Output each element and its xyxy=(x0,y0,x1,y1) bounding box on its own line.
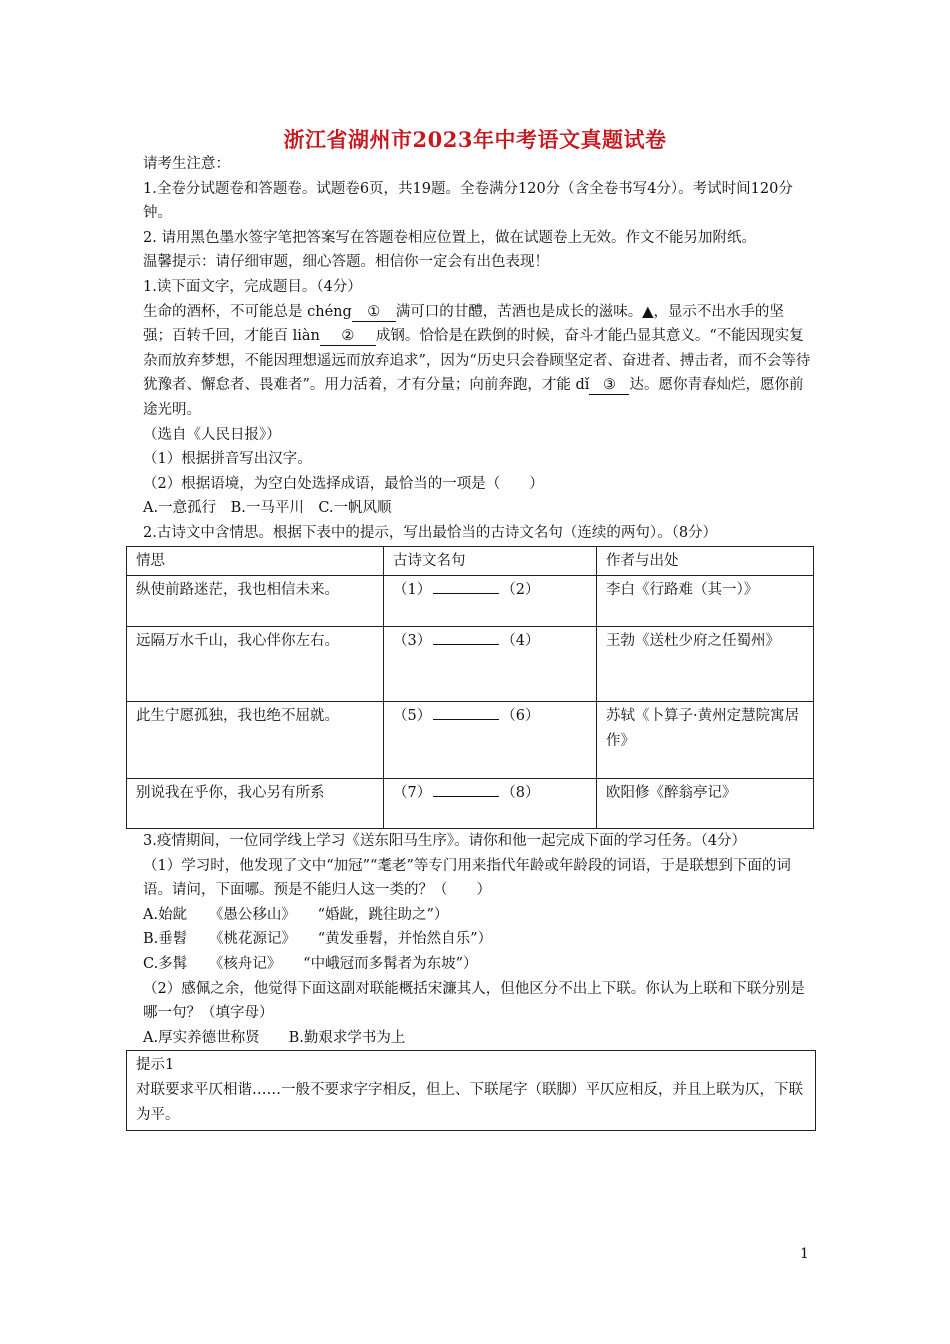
row-source: 李白《行路难（其一）》 xyxy=(597,576,814,627)
table-row xyxy=(127,702,814,779)
q1-passage-c: ，显示不出水手的坚强；百转千回，才能百 liàn xyxy=(143,303,784,345)
row-verse xyxy=(384,702,597,779)
row-source: 王勃《送杜少府之任蜀州》 xyxy=(597,627,814,702)
blank-2: ② xyxy=(320,327,376,346)
verse-label-b: （2） xyxy=(501,582,540,599)
q1-passage-e: 达。愿你青春灿烂，愿你前途光明。 xyxy=(143,377,804,418)
verse-label-a: （3） xyxy=(393,633,432,650)
q3-stem: 3.疫情期间，一位同学线上学习《送东阳马生序》。请你和他一起完成下面的学习任务。（4分） xyxy=(143,833,747,850)
verse-label-b: （6） xyxy=(501,708,540,725)
row-source: 欧阳修《醉翁亭记》 xyxy=(597,779,814,829)
answer-line xyxy=(433,705,499,720)
table-row xyxy=(127,576,814,627)
notice-tip: 温馨提示：请仔细审题，细心答题。相信你一定会有出色表现！ xyxy=(143,254,549,271)
row-source: 苏轼《卜算子·黄州定慧院寓居作》 xyxy=(597,702,814,779)
q1-passage-b: 满可口的甘醴，苦酒也是成长的滋味。 xyxy=(395,303,643,320)
row-feeling: 纵使前路迷茫，我也相信未来。 xyxy=(127,576,384,627)
table-row xyxy=(127,627,814,702)
table-row xyxy=(127,779,814,829)
row-feeling: 别说我在乎你，我心另有所系 xyxy=(127,779,384,829)
row-verse xyxy=(384,627,597,702)
poetry-table xyxy=(126,546,814,830)
answer-line xyxy=(433,782,499,797)
hint-title: 提示1 xyxy=(136,1057,175,1074)
q2-stem: 2.古诗文中含情思。根据下表中的提示，写出最恰当的古诗文名句（连续的两句）。（8分） xyxy=(143,524,718,541)
header-source: 作者与出处 xyxy=(597,546,814,576)
answer-line xyxy=(433,579,499,594)
q3-sub1: （1）学习时，他发现了文中“加冠”“耄老”等专门用来指代年龄或年龄段的词语，于是联想到下面的词语。请问，下面哪。预是不能归人这一类的？（ ） xyxy=(143,857,791,899)
q1-sub2: （2）根据语境，为空白处选择成语，最恰当的一项是（ ） xyxy=(143,475,544,492)
q1-stem: 1.读下面文字，完成题目。（4分） xyxy=(143,278,362,295)
q3-sub2: （2）感佩之余，他觉得下面这副对联能概括宋濂其人，但他区分不出上下联。你认为上联和下联分别是哪一句？（填字母） xyxy=(143,980,805,1022)
verse-label-a: （5） xyxy=(393,708,432,725)
answer-line xyxy=(433,630,499,645)
triangle-blank: ▲ xyxy=(642,302,654,320)
row-verse xyxy=(384,576,597,627)
blank-3: ③ xyxy=(589,376,629,395)
verse-label-a: （7） xyxy=(393,785,432,802)
q1-sub1: （1）根据拼音写出汉字。 xyxy=(143,451,312,468)
row-verse xyxy=(384,779,597,829)
q3-option-b: B.垂髫 《桃花源记》 “黄发垂髫，并怡然自乐”） xyxy=(143,931,493,948)
table-header-row xyxy=(127,546,814,576)
hint-text: 对联要求平仄相谐……一般不要求字字相反，但上、下联尾字（联脚）平仄应相反，并且上联为仄，下联为平。 xyxy=(136,1082,803,1123)
hint-box xyxy=(126,1050,816,1131)
exam-content xyxy=(136,152,811,1131)
page-number: 1 xyxy=(800,1246,809,1262)
header-feeling: 情思 xyxy=(127,546,384,576)
blank-1: ① xyxy=(352,303,396,322)
verse-label-b: （4） xyxy=(501,633,540,650)
notice-item-1: 1.全卷分试题卷和答题卷。试题卷6页，共19题。全卷满分120分（含全卷书写4分）。考试时间120分钟。 xyxy=(143,180,793,222)
verse-label-a: （1） xyxy=(393,582,432,599)
row-feeling: 此生宁愿孤独，我也绝不屈就。 xyxy=(127,702,384,779)
verse-label-b: （8） xyxy=(501,785,540,802)
q1-options: A.一意孤行 B.一马平川 C.一帆风顺 xyxy=(143,500,392,517)
q3-option-c: C.多髯 《核舟记》 “中峨冠而多髯者为东坡”） xyxy=(143,956,478,973)
notice-heading: 请考生注意： xyxy=(143,156,230,172)
q1-passage-d: 成钢。恰恰是在跌倒的时候，奋斗才能凸显其意义。“不能因现实复杂而放弃梦想，不能因理想遥远而放弃追求”，因为“历史只会眷顾坚定者、奋进者、搏击者，而不会等待犹豫者、懈怠者、畏难者”。用力活着，才有分量；向前奔跑，才能 dǐ xyxy=(143,328,811,394)
q1-passage xyxy=(143,300,811,423)
notice-item-2: 2. 请用黑色墨水签字笔把答案写在答题卷相应位置上，做在试题卷上无效。作文不能另加附纸。 xyxy=(143,229,756,246)
page-title: 浙江省湖州市2023年中考语文真题试卷 xyxy=(283,127,667,152)
q1-source: （选自《人民日报》） xyxy=(143,426,281,443)
q1-passage-a: 生命的酒杯，不可能总是 chéng xyxy=(143,303,352,320)
q3-option-a: A.始龀 《愚公移山》 “婚龀，跳往助之”） xyxy=(143,906,449,923)
row-feeling: 远隔万水千山，我心伴你左右。 xyxy=(127,627,384,702)
header-verse: 古诗文名句 xyxy=(384,546,597,576)
q3-couplet-options: A.厚实养德世称贤 B.勤艰求学书为上 xyxy=(143,1029,406,1046)
